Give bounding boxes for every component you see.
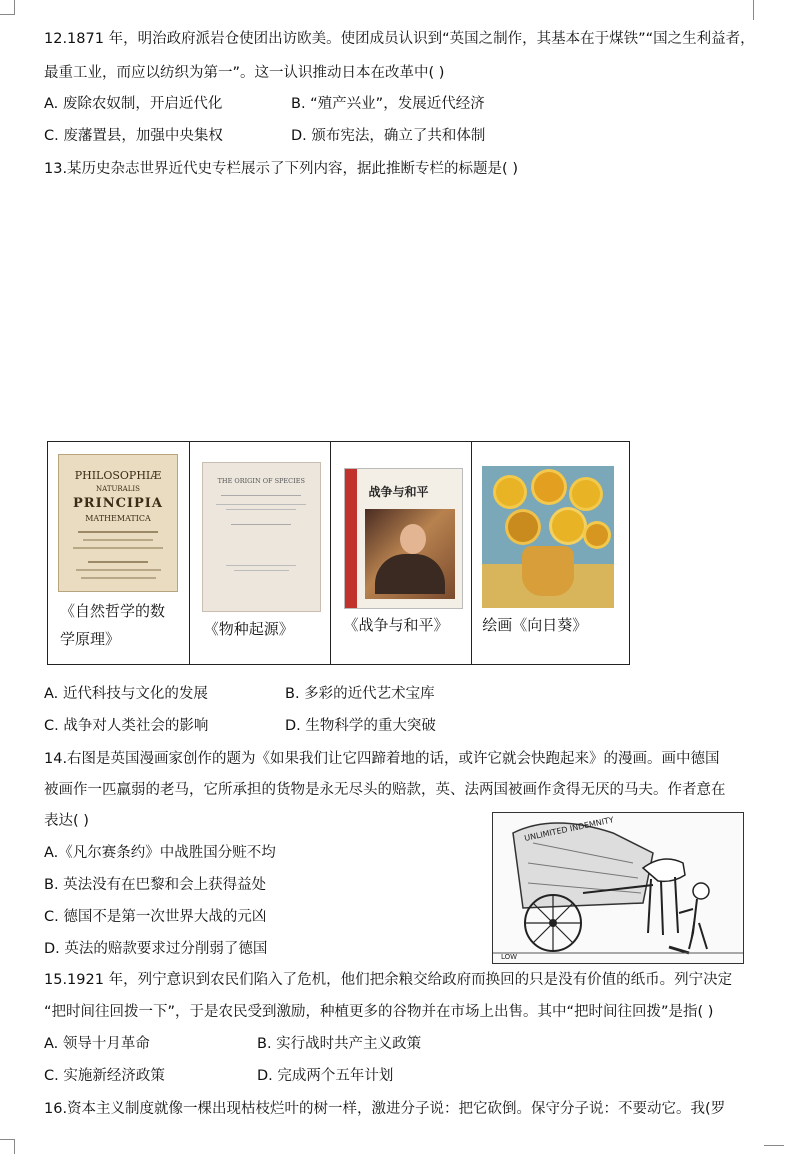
cartoonist-signature: LOW <box>501 953 518 961</box>
q13-option-b[interactable]: B. 多彩的近代艺术宝库 <box>285 686 435 702</box>
cell-sunflowers <box>472 442 629 664</box>
cartoon-label: UNLIMITED INDEMNITY <box>523 815 615 843</box>
caption-origin-of-species: 《物种起源》 <box>203 620 294 638</box>
q13-stem: 13.某历史杂志世界近代史专栏展示了下列内容，据此推断专栏的标题是( ) <box>44 161 518 177</box>
q15-stem-line1: 15.1921 年，列宁意识到农民们陷入了危机，他们把余粮交给政府而换回的只是没有价值的纸币。列宁决定 <box>44 972 733 988</box>
q15-stem-line2: “把时间往回拨一下”，于是农民受到激励，种植更多的谷物并在市场上出售。其中“把时间往回拨”是指( ) <box>44 1004 714 1020</box>
q12-option-a[interactable]: A. 废除农奴制，开启近代化 <box>44 96 223 112</box>
q14-stem-line1: 14.右图是英国漫画家创作的题为《如果我们让它四蹄着地的话，或许它就会快跑起来》的漫画。画中德国 <box>44 751 720 767</box>
q15-option-c[interactable]: C. 实施新经济政策 <box>44 1068 165 1084</box>
cartoon-drawing <box>493 813 743 963</box>
corner-mark-bottom-left <box>0 1139 15 1154</box>
corner-mark-top-left <box>0 0 15 15</box>
cell-war-and-peace <box>331 442 473 664</box>
q12-stem-line2: 最重工业，而应以纺织为第一”。这一认识推动日本在改革中( ) <box>44 65 445 81</box>
caption-principia-line2: 学原理》 <box>60 630 121 648</box>
cover-line: THE ORIGIN OF SPECIES <box>217 477 305 485</box>
q12-option-b[interactable]: B. “殖产兴业”，发展近代经济 <box>291 96 485 112</box>
caption-sunflowers: 绘画《向日葵》 <box>482 616 588 634</box>
cover-line: NATURALIS <box>96 485 140 493</box>
caption-principia-line1: 《自然哲学的数 <box>60 602 166 620</box>
q14-option-a[interactable]: A.《凡尔赛条约》中战胜国分赃不均 <box>44 845 276 861</box>
war-and-peace-cover-image <box>344 468 463 609</box>
caption-war-and-peace: 《战争与和平》 <box>343 616 449 634</box>
cell-origin-of-species <box>190 442 331 664</box>
corner-mark-top-right <box>753 0 768 20</box>
q12-stem-line1: 12.1871 年，明治政府派岩仓使团出访欧美。使团成员认识到“英国之制作，其基本在于煤铁”“国之生利益者， <box>44 31 755 47</box>
q13-option-a[interactable]: A. 近代科技与文化的发展 <box>44 686 208 702</box>
q13-option-d[interactable]: D. 生物科学的重大突破 <box>285 718 436 734</box>
q12-option-d[interactable]: D. 颁布宪法，确立了共和体制 <box>291 128 486 144</box>
cover-line: MATHEMATICA <box>85 514 151 523</box>
q14-stem-line3: 表达( ) <box>44 813 89 829</box>
cover-line: PRINCIPIA <box>73 496 163 511</box>
q14-stem-line2: 被画作一匹羸弱的老马，它所承担的货物是永无尽头的赔款，英、法两国被画作贪得无厌的马夫。作者意在 <box>44 782 726 798</box>
origin-of-species-cover-image <box>202 462 321 612</box>
q14-option-d[interactable]: D. 英法的赔款要求过分削弱了德国 <box>44 941 268 957</box>
q15-option-b[interactable]: B. 实行战时共产主义政策 <box>257 1036 422 1052</box>
cover-title: 战争与和平 <box>368 485 429 499</box>
q13-image-table <box>47 441 630 665</box>
principia-cover-image <box>58 454 178 592</box>
q14-cartoon-image <box>492 812 744 964</box>
q15-option-a[interactable]: A. 领导十月革命 <box>44 1036 150 1052</box>
q13-option-c[interactable]: C. 战争对人类社会的影响 <box>44 718 209 734</box>
q16-stem-line1: 16.资本主义制度就像一棵出现枯枝烂叶的树一样，激进分子说：把它砍倒。保守分子说：不要动它。我(罗 <box>44 1101 726 1117</box>
cell-principia <box>48 442 190 664</box>
q12-option-c[interactable]: C. 废藩置县，加强中央集权 <box>44 128 223 144</box>
q15-option-d[interactable]: D. 完成两个五年计划 <box>257 1068 394 1084</box>
q14-option-c[interactable]: C. 德国不是第一次世界大战的元凶 <box>44 909 267 925</box>
cover-line: PHILOSOPHIÆ <box>74 469 162 482</box>
q14-option-b[interactable]: B. 英法没有在巴黎和会上获得益处 <box>44 877 267 893</box>
sunflowers-painting-image <box>482 466 614 608</box>
